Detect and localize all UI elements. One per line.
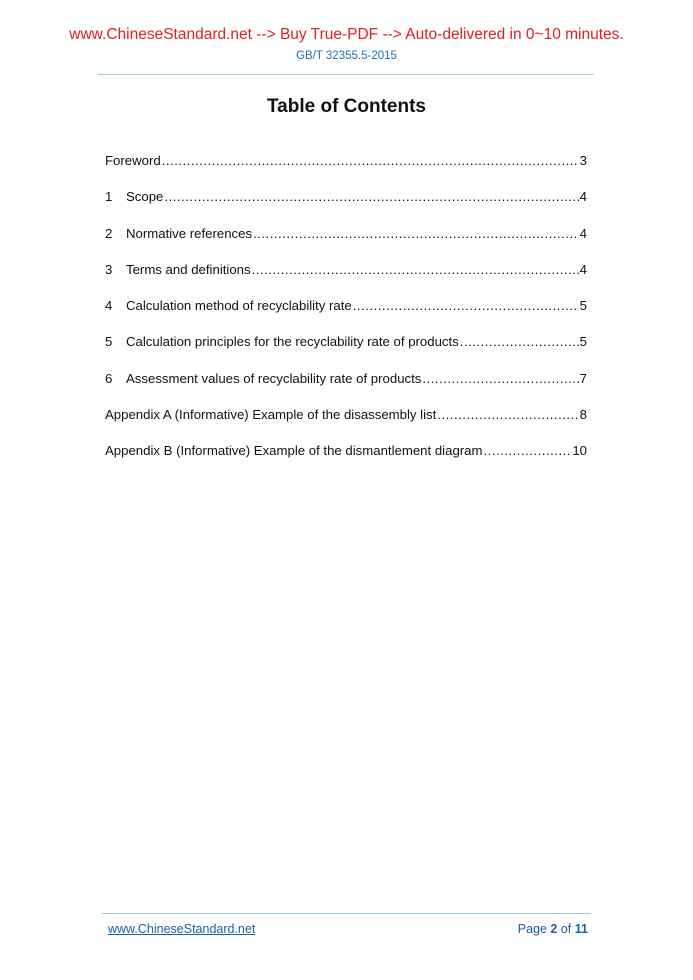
- promo-banner[interactable]: www.ChineseStandard.net --> Buy True-PDF --> Auto-delivered in 0~10 minutes.: [69, 26, 624, 43]
- toc-entry-page: 5: [579, 298, 587, 314]
- toc-dot-leader: [162, 153, 579, 168]
- toc-entry-title: Calculation method of recyclability rate: [126, 298, 352, 314]
- toc-dot-leader: [252, 262, 579, 277]
- toc-dot-leader: [484, 443, 572, 458]
- toc-entry-page: 8: [579, 407, 587, 423]
- page-current: 2: [550, 922, 558, 936]
- table-of-contents: [105, 153, 587, 480]
- header-divider: [98, 74, 594, 75]
- toc-entry-title: Normative references: [126, 225, 253, 241]
- toc-entry-title: Foreword: [105, 153, 161, 168]
- document-number: GB/T 32355.5-2015: [296, 50, 397, 62]
- toc-entry[interactable]: [105, 334, 587, 370]
- toc-entry-page: 7: [579, 370, 587, 386]
- toc-entry[interactable]: [105, 407, 587, 443]
- toc-entry[interactable]: [105, 443, 587, 479]
- toc-entry-page: 4: [579, 189, 587, 205]
- toc-entry-number: 1: [105, 189, 113, 205]
- page-title: Table of Contents: [266, 96, 427, 117]
- footer-divider: [102, 913, 591, 914]
- toc-dot-leader: [437, 407, 578, 422]
- toc-entry-page: 3: [579, 153, 587, 168]
- toc-entry[interactable]: [105, 262, 587, 298]
- toc-entry-page: 5: [579, 334, 587, 350]
- toc-entry-number: 6: [105, 370, 113, 386]
- page-prefix: Page: [517, 922, 547, 936]
- toc-entry-page: 10: [572, 443, 587, 459]
- toc-entry-number: 2: [105, 225, 113, 241]
- toc-entry-page: 4: [579, 225, 587, 241]
- toc-dot-leader: [422, 371, 578, 386]
- toc-entry[interactable]: [105, 226, 587, 262]
- toc-dot-leader: [460, 334, 579, 349]
- toc-entry-title: Assessment values of recyclability rate of products: [126, 370, 422, 386]
- toc-dot-leader: [164, 189, 578, 204]
- toc-entry[interactable]: [105, 189, 587, 225]
- toc-entry-page: 4: [579, 261, 587, 277]
- toc-dot-leader: [253, 226, 579, 241]
- toc-entry[interactable]: [105, 298, 587, 334]
- toc-entry-number: 3: [105, 261, 113, 277]
- toc-entry-title: Calculation principles for the recyclability rate of products: [126, 334, 459, 350]
- footer-website-link[interactable]: www.ChineseStandard.net: [108, 922, 256, 936]
- page-of: of: [560, 922, 572, 936]
- toc-entry-number: 5: [105, 334, 113, 350]
- toc-dot-leader: [353, 298, 579, 313]
- toc-entry[interactable]: [105, 153, 587, 189]
- toc-entry-number: 4: [105, 298, 113, 314]
- page-indicator: [518, 922, 588, 936]
- toc-entry-title: Terms and definitions: [126, 261, 251, 277]
- toc-entry-title: Appendix A (Informative) Example of the disassembly list: [105, 407, 437, 423]
- page-total: 11: [574, 922, 588, 936]
- toc-entry-title: Appendix B (Informative) Example of the dismantlement diagram: [105, 443, 483, 459]
- toc-entry-title: Scope: [126, 189, 164, 205]
- toc-entry[interactable]: [105, 371, 587, 407]
